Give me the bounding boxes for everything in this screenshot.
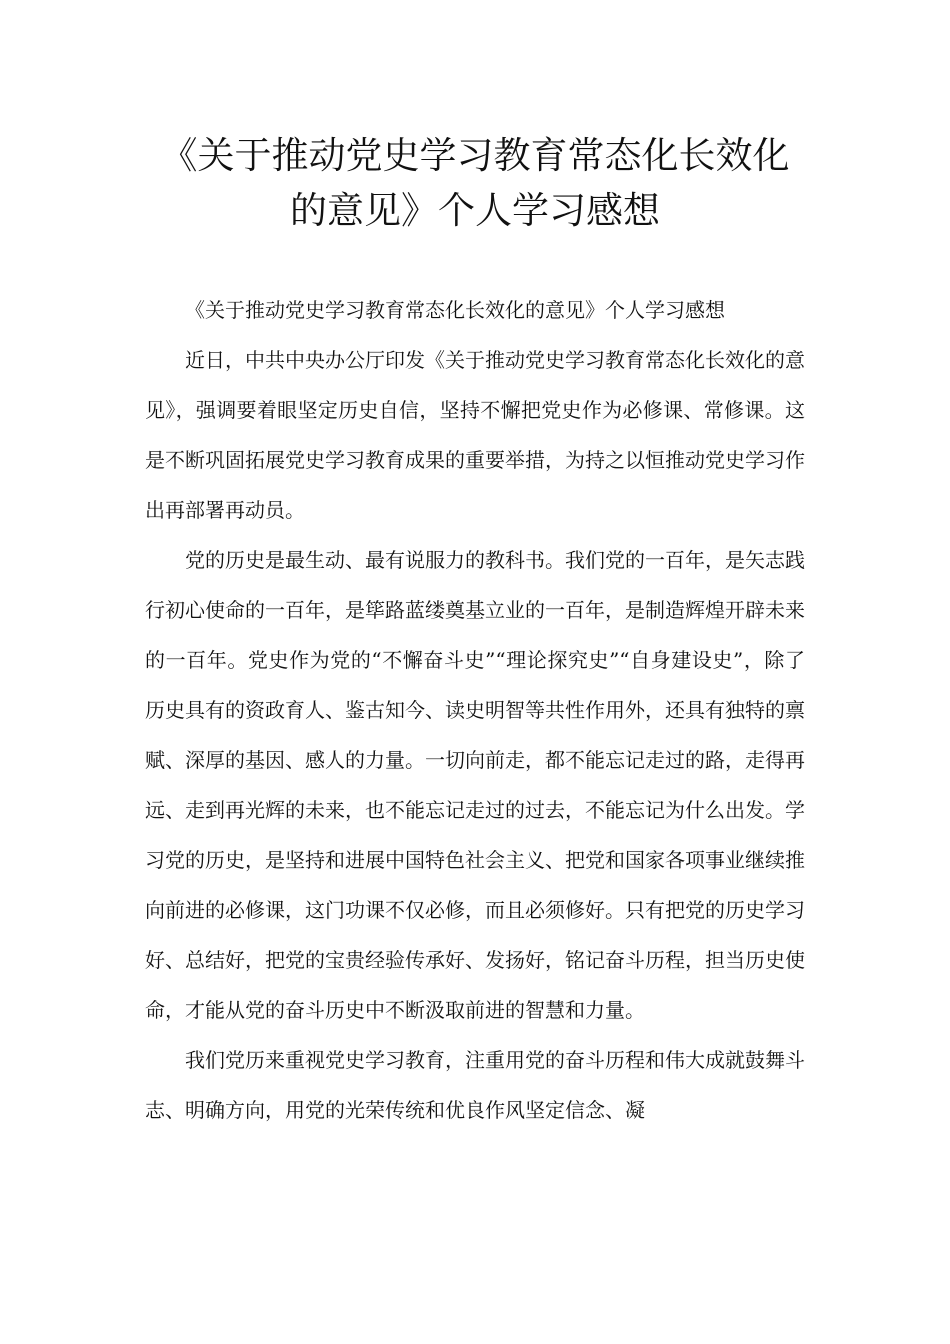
body-paragraph: 近日，中共中央办公厅印发《关于推动党史学习教育常态化长效化的意见》，强调要着眼坚定历史自信，坚持不懈把党史作为必修课、常修课。这是不断巩固拓展党史学习教育成果的重要举措，为持之以恒推动党史学习作出再部署再动员。 [145, 348, 805, 522]
document-body [145, 285, 805, 1135]
body-paragraph: 党的历史是最生动、最有说服力的教科书。我们党的一百年，是矢志践行初心使命的一百年，是筚路蓝缕奠基立业的一百年，是制造辉煌开辟未来的一百年。党史作为党的“不懈奋斗史”“理论探究史”“自身建设史”，除了历史具有的资政育人、鉴古知今、读史明智等共性作用外，还具有独特的禀赋、深厚的基因、感人的力量。一切向前走，都不能忘记走过的路，走得再远、走到再光辉的未来，也不能忘记走过的过去，不能忘记为什么出发。学习党的历史，是坚持和进展中国特色社会主义、把党和国家各项事业继续推向前进的必修课，这门功课不仅必修，而且必须修好。只有把党的历史学习好、总结好，把党的宝贵经验传承好、发扬好，铭记奋斗历程，担当历史使命，才能从党的奋斗历史中不断汲取前进的智慧和力量。 [145, 548, 805, 1022]
subtitle-paragraph: 《关于推动党史学习教育常态化长效化的意见》个人学习感想 [185, 298, 725, 322]
title-line-2: 的意见》个人学习感想 [290, 189, 660, 232]
body-paragraph: 我们党历来重视党史学习教育，注重用党的奋斗历程和伟大成就鼓舞斗志、明确方向，用党的光荣传统和优良作风坚定信念、凝 [145, 1048, 805, 1122]
document-title [140, 128, 810, 238]
title-line-1: 《关于推动党史学习教育常态化长效化 [160, 134, 790, 177]
